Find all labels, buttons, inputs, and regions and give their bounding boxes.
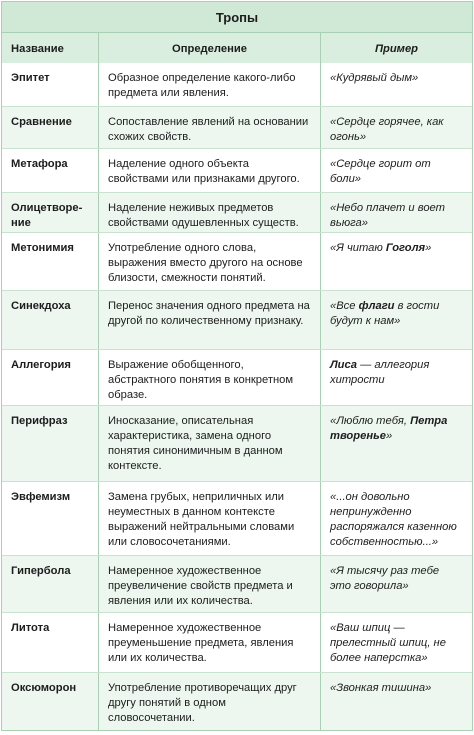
table-row xyxy=(2,106,472,148)
trope-definition: Иносказание, описательная характеристика, замена одного понятия синонимичным в данном контексте. xyxy=(98,406,320,481)
example-text: «Небо плачет и воет вьюга» xyxy=(330,202,445,229)
example-text: «Все xyxy=(330,300,359,312)
trope-name: Перифраз xyxy=(11,415,68,427)
example-text: — аллегория хитрости xyxy=(330,359,430,386)
trope-example xyxy=(320,233,472,290)
example-text: «Звонкая тишина» xyxy=(330,682,432,694)
trope-definition: Перенос значения одного предмета на другой по количественному признаку. xyxy=(98,291,320,349)
trope-example xyxy=(320,556,472,612)
trope-definition: Замена грубых, неприличных или неуместных в данном контексте выражений нейтральными словами или словосочетаниями. xyxy=(98,482,320,555)
table-row xyxy=(2,612,472,672)
example-text: «Я тысячу раз тебе это говорила» xyxy=(330,565,440,592)
header-definition: Определение xyxy=(98,33,320,63)
table-row xyxy=(2,192,472,232)
trope-name: Метафора xyxy=(11,158,68,170)
header-name: Название xyxy=(11,42,64,55)
trope-name: Синекдоха xyxy=(11,300,71,312)
table-row xyxy=(2,148,472,192)
example-highlight: Гоголя xyxy=(385,242,426,254)
trope-example xyxy=(320,107,472,148)
trope-example xyxy=(320,350,472,405)
example-text: «Люблю тебя, xyxy=(330,415,411,427)
trope-example xyxy=(320,193,472,232)
table-row xyxy=(2,481,472,555)
example-text: » xyxy=(385,430,393,442)
trope-name: Метонимия xyxy=(11,242,74,254)
trope-definition: Наделение одного объекта свойствами или признаками другого. xyxy=(98,149,320,192)
trope-example xyxy=(320,482,472,555)
trope-name: Аллегория xyxy=(11,359,71,371)
example-text: «Кудрявый дым» xyxy=(330,72,419,84)
table-header-row xyxy=(2,33,472,63)
example-highlight: флаги xyxy=(358,300,395,312)
example-text: » xyxy=(425,242,432,254)
trope-definition: Выражение обобщенного, абстрактного понятия в конкретном образе. xyxy=(98,350,320,405)
table-row xyxy=(2,405,472,481)
trope-name: Оксюморон xyxy=(11,682,77,694)
table-row xyxy=(2,672,472,730)
table-body xyxy=(2,63,472,730)
header-example: Пример xyxy=(320,33,472,63)
example-highlight: Лиса xyxy=(330,359,357,371)
table-row xyxy=(2,232,472,290)
trope-example xyxy=(320,613,472,672)
example-text: «...он довольно непринужденно распоряжался казенною собственностью...» xyxy=(330,491,457,548)
table-row xyxy=(2,63,472,106)
trope-name: Гипербола xyxy=(11,565,71,577)
table-row xyxy=(2,290,472,349)
table-title: Тропы xyxy=(2,2,472,33)
example-text: «Сердце горит от боли» xyxy=(330,158,431,185)
table-row xyxy=(2,555,472,612)
trope-definition: Наделение неживых предметов свойствами одушевленных существ. xyxy=(98,193,320,232)
trope-definition: Намеренное художественное преувеличение свойств предмета и явления или их количества. xyxy=(98,556,320,612)
example-highlight: Петра творенье xyxy=(330,415,448,442)
trope-name: Эвфемизм xyxy=(11,491,71,503)
trope-example xyxy=(320,63,472,106)
trope-example xyxy=(320,149,472,192)
trope-definition: Намеренное художественное преуменьшение предмета, явления или их количества. xyxy=(98,613,320,672)
example-text: в гости будут к нам» xyxy=(330,300,440,327)
example-text: «Сердце горячее, как огонь» xyxy=(330,116,444,143)
trope-definition: Образное определение какого-либо предмета или явления. xyxy=(98,63,320,106)
trope-name: Сравнение xyxy=(11,116,72,128)
trope-name: Олицетворе-ние xyxy=(11,202,83,229)
example-text: «Ваш шпиц — прелестный шпиц, не более наперстка» xyxy=(330,622,446,664)
tropes-table xyxy=(1,1,473,731)
trope-definition: Употребление одного слова, выражения вместо другого на основе близости, смежности понятий. xyxy=(98,233,320,290)
trope-definition: Сопоставление явлений на основании схожих свойств. xyxy=(98,107,320,148)
trope-name: Литота xyxy=(11,622,50,634)
table-row xyxy=(2,349,472,405)
trope-name: Эпитет xyxy=(11,72,50,84)
trope-definition: Употребление противоречащих друг другу понятий в одном словосочетании. xyxy=(98,673,320,730)
example-text: «Я читаю xyxy=(330,242,386,254)
trope-example xyxy=(320,673,472,730)
trope-example xyxy=(320,291,472,349)
trope-example xyxy=(320,406,472,481)
